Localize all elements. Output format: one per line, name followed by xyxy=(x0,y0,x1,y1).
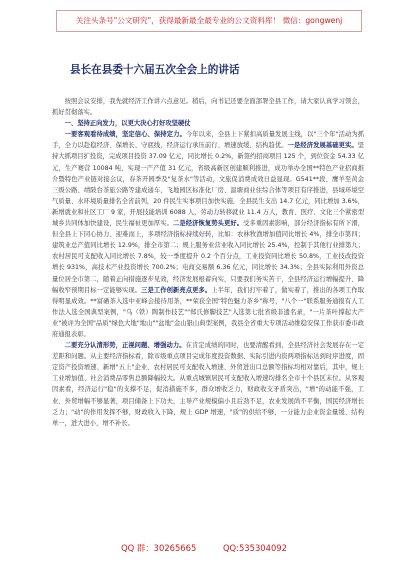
promo-banner: 关注头条号"公文研究"，获得最新最全最专业的公文资料库！ 微信：gongwenj xyxy=(56,10,362,32)
paragraph-lead-4: 三是工作创新亮点更多。 xyxy=(141,286,212,294)
paragraph-lead: 一要客观看待成绩，坚定信心、保持定力。 xyxy=(64,131,186,139)
paragraph-text-4: 上半年，我们打牢着了，做实着了，推出的各项工作取得明显成效。**富硒茶入选中亚峰会接待用茶，**荣获全国"特色魅力茶乡"称号，"八个一"联系服务通报有人工作法入选全国典型案例，"乌（铁）陶制作技艺""郑氏修脚技艺"入选第七批省级非遗名录，"一片茶叶撑起大产业"被评为全国"品质"绿色大地"地山""盆地"金山银山典型案例，我县全省重大专项活动维稳安保工作获市委市政府通报表彰。 xyxy=(52,286,365,338)
footer-qq: QQ:535304092 xyxy=(222,543,287,553)
section-heading-1: 一、坚持正向发力，以更大决心打好攻坚硬仗 xyxy=(64,120,191,128)
footer-qq-group: QQ 群：30265665 xyxy=(121,543,197,553)
body-paragraph-1 xyxy=(52,129,364,340)
paragraph-text-3: 受多重因素影响，部分经济指标有所下滑，但全县上下同心协力、迎难而上，多项经济指标持续好转，比如：农林牧渔增加值同比增长 4%，排全市第四；建筑业总产值同比增长 12.9%，排全市第二；规上服务业营业收入同比增长 25.4%，控制于其他行业排第九；农村居民可支配收入同比增长 7.8%，较一季度提升 0.2 个百分点，工业投资同比增长 50.8%，工业技改投资增长 931%，高技术产业投资增长 700.2%；电商交易额 6.36 亿元，同比增长 34.3%；全县实际利用外资总量位居全市第二，随着正向措施逐步见效，经济发展根蓄向实，只要我们务实苦干，全县经济运行增幅提升、降幅收窄预期目标一定能够实现。 xyxy=(52,220,365,294)
paragraph-lead-2: 一是经济发展基础更实。 xyxy=(287,142,358,150)
document-title: 县长在县委十六届五次全会上的讲话 xyxy=(70,64,240,76)
paragraph-lead: 二要充分认清形势，正视问题、增强动力。 xyxy=(64,342,186,350)
body-paragraph-2 xyxy=(52,340,364,429)
intro-paragraph: 按照会议安排，我先就经济工作讲六点意见。稍后，向书记还要全面部署全县工作，请大家认真学习领会，抓好贯彻落实。 xyxy=(52,98,364,117)
footer-contact xyxy=(0,542,408,554)
document-body xyxy=(52,96,364,429)
paragraph-text-2: 坚持大抓项目扩投资，完成项目投资 37.09 亿元，同比增长 0.2%，新签约招商项目 125 个，到位资金 54.33 亿元，生产赛营 10084 吨，实现一产产值 31 亿元，省级高新区创建顺利推进，成功举办全国**特色产业招商推介暨特色产业链对接会议，春茶开园季及"复茶水"等活动，文旅促消费成效日益显现。G541**段、鹰羊至黄金三级公路、靖陂台茶旅公路等建成通车，飞地园区标准化厂房、温塘商业住综合体等项目有序推进，县域环境空气质量、水环境质量排名全省前列，20 件民生实事项目加快实施，全县民生支出 14.7 亿元，同比增加 3.6%，新增就业和社区工厂 9 家，开展技能培训 6088 人，劳动力转移就业 11.4 万人，教育、医疗、文化三个紧密型城乡共同体加快建设，民生福祉更加厚实。 xyxy=(52,142,365,228)
paragraph-text: 在肯定成绩的同时，也要清醒看到，全县经济社会发展存在一定差距和问题。从主要经济指标看，除市级重点项目完成年度投资数据、实际引进内资两项指标达到时序进度，固定资产投资增速、新增"五上"企业、农村居民可支配收入增速、外贸进出口总额等指标均相对靠后，其中，规上工业增加值、社会消费品零售总额降幅较大。从重点城镇居民可支配收入增速均排名全市十个县区末位。从客观因素看，经济运行"稳"的支撑不足，促消措施不多，群众增收乏力，财政收支矛盾突出，"增"的动能不强，工业、外贸增幅不够显著，项目储备上下功夫，主导产业规模偏小且后劲不足，农业发展尚不平衡，国民经济增长乏力；"动"的作用发挥不够，财政收入下降，规上 GDP 增速，"质"的供给不够，一分能力企业资金量缓、结构单一，进大进小，增不补长。 xyxy=(52,342,365,427)
paragraph-lead-3: 二是经济恢复势头更好。 xyxy=(173,220,244,228)
paragraph-text: 今年以来，全县上下紧扣高质量发展主线，以"三个年"活动为抓手，全力以赴稳经济、保增长、守底线，经济运行承压前行、增速放缓、结构趋优。 xyxy=(52,131,365,150)
